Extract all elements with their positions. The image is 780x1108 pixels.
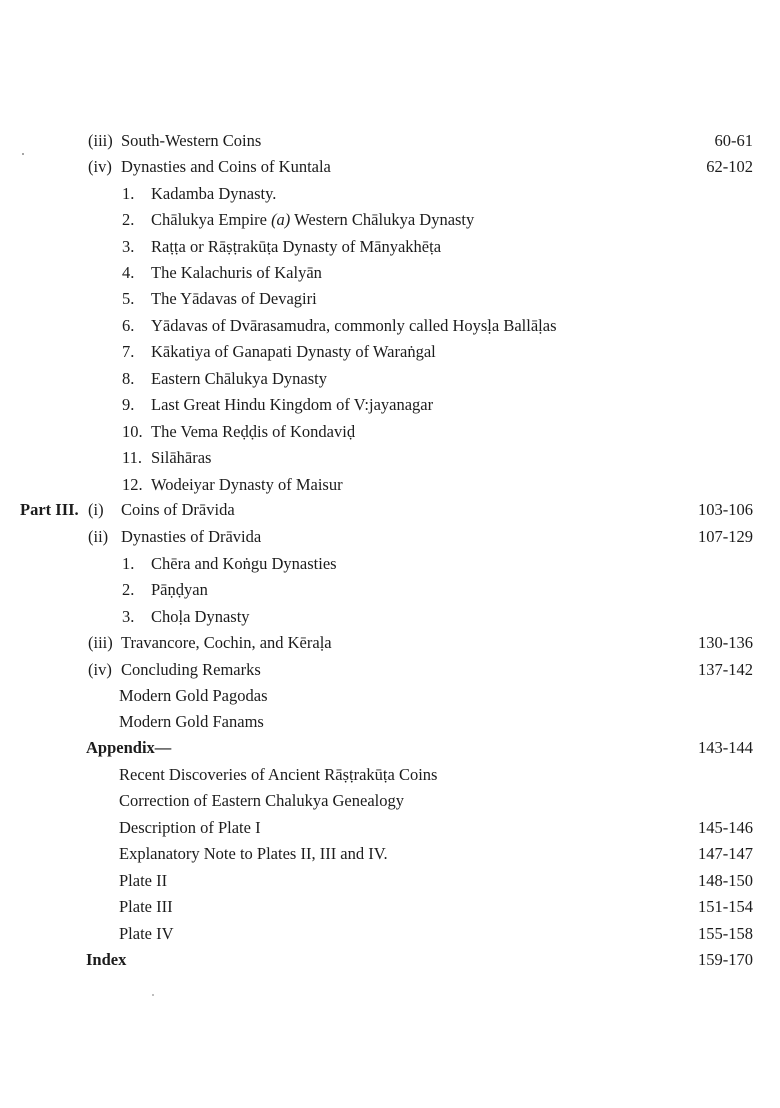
entry-page: 107-129	[698, 527, 753, 546]
entry-title: Raṭṭa or Rāṣṭrakūṭa Dynasty of Mānyakhēṭa	[151, 237, 442, 256]
entry-number: 2.	[122, 580, 135, 599]
entry-number: 4.	[122, 263, 135, 282]
entry-title: The Kalachuris of Kalyān	[151, 263, 322, 282]
entry-title: Explanatory Note to Plates II, III and IV.	[119, 844, 388, 863]
entry-page: 137-142	[698, 660, 753, 679]
entry-title: Correction of Eastern Chalukya Genealogy	[119, 791, 404, 810]
entry-title: Plate III	[119, 897, 173, 916]
entry-title: Yādavas of Dvārasamudra, commonly called Hoysḷa Ballāḷas	[151, 316, 557, 335]
entry-title: Pāṇḍyan	[151, 580, 208, 599]
entry-title: Coins of Drāvida	[121, 500, 235, 519]
entry-title: Choḷa Dynasty	[151, 607, 250, 626]
entry-title: Travancore, Cochin, and Kēraḷa	[121, 633, 332, 652]
entry-title: Description of Plate I	[119, 818, 261, 837]
entry-title: South-Western Coins	[121, 131, 262, 150]
entry-title: Plate II	[119, 871, 168, 890]
entry-title: Wodeiyar Dynasty of Maisur	[151, 475, 343, 494]
entry-title: The Yādavas of Devagiri	[151, 289, 317, 308]
entry-title: Dynasties and Coins of Kuntala	[121, 157, 331, 176]
entry-page: 60-61	[714, 131, 753, 150]
entry-number: 1.	[122, 184, 135, 203]
entry-title: Concluding Remarks	[121, 660, 261, 679]
entry-title-part: Western Chālukya Dynasty	[290, 210, 475, 229]
entry-page: 155-158	[698, 924, 753, 943]
entry-number: 1.	[122, 554, 135, 573]
entry-number: (iv)	[88, 157, 112, 176]
entry-page: 159-170	[698, 950, 753, 969]
entry-title: Kadamba Dynasty.	[151, 184, 277, 203]
speck-mark	[22, 153, 24, 155]
entry-page: 147-147	[698, 844, 753, 863]
entry-number: 12.	[122, 475, 143, 494]
entry-title-part: Chālukya Empire	[151, 210, 272, 229]
entry-number: (iv)	[88, 660, 112, 679]
part-label: Part III.	[20, 500, 79, 519]
speck-mark	[152, 994, 154, 996]
entry-title: Silāhāras	[151, 448, 212, 467]
entry-number: 5.	[122, 289, 135, 308]
entry-page: 103-106	[698, 500, 753, 519]
entry-number: 10.	[122, 422, 143, 441]
entry-number: 9.	[122, 395, 135, 414]
entry-page: 145-146	[698, 818, 753, 837]
index-heading: Index	[86, 950, 127, 969]
entry-title: Modern Gold Pagodas	[119, 686, 268, 705]
entry-page: 151-154	[698, 897, 753, 916]
entry-title: Last Great Hindu Kingdom of V:jayanagar	[151, 395, 434, 414]
entry-number: (iii)	[88, 131, 113, 150]
entry-number: 2.	[122, 210, 135, 229]
entry-number: 3.	[122, 237, 135, 256]
entry-title-italic: (a)	[271, 210, 291, 229]
entry-page: 62-102	[706, 157, 753, 176]
entry-number: (iii)	[88, 633, 113, 652]
entry-page: 130-136	[698, 633, 753, 652]
appendix-heading: Appendix—	[86, 738, 172, 757]
entry-number: 7.	[122, 342, 135, 361]
entry-title: Recent Discoveries of Ancient Rāṣṭrakūṭa Coins	[119, 765, 438, 784]
entry-title: Kākatiya of Ganapati Dynasty of Waraṅgal	[151, 342, 436, 361]
entry-page: 143-144	[698, 738, 753, 757]
entry-title: Plate IV	[119, 924, 174, 943]
entry-number: 3.	[122, 607, 135, 626]
entry-number: 6.	[122, 316, 135, 335]
entry-title: Chēra and Koṅgu Dynasties	[151, 554, 337, 573]
entry-title: Eastern Chālukya Dynasty	[151, 369, 327, 388]
entry-number: (ii)	[88, 527, 109, 546]
entry-title: Dynasties of Drāvida	[121, 527, 262, 546]
entry-number: 11.	[122, 448, 143, 467]
entry-title: Modern Gold Fanams	[119, 712, 264, 731]
entry-title: The Vema Reḍḍis of Kondaviḍ	[151, 422, 356, 441]
entry-page: 148-150	[698, 871, 753, 890]
entry-number: (i)	[88, 500, 104, 519]
entry-title	[151, 210, 474, 230]
entry-number: 8.	[122, 369, 135, 388]
